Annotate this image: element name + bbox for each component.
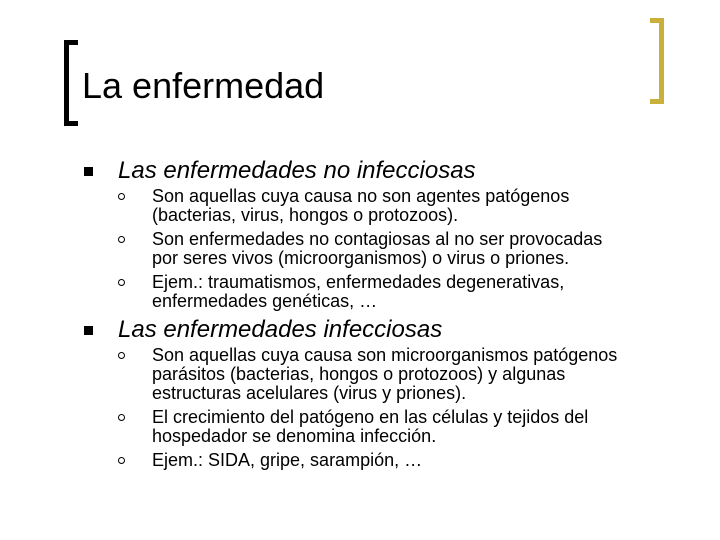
list-item [118, 187, 678, 225]
list-item [118, 451, 678, 470]
list-item-text: El crecimiento del patógeno en las células y tejidos del hospedador se denomina infección. [152, 407, 589, 446]
square-bullet-icon [84, 167, 93, 176]
list-item-text: Ejem.: SIDA, gripe, sarampión, … [152, 450, 423, 470]
circle-bullet-icon [118, 279, 125, 286]
section-heading-text: Las enfermedades infecciosas [118, 316, 443, 343]
list-item-text: Son aquellas cuya causa son microorganismos patógenos parásitos (bacterias, hongos o protozoos) y algunas estructuras acelulares (virus y priones). [152, 345, 618, 403]
list-item [118, 230, 678, 268]
section-heading-text: Las enfermedades no infecciosas [118, 157, 476, 184]
circle-bullet-icon [118, 193, 125, 200]
circle-bullet-icon [118, 457, 125, 464]
square-bullet-icon [84, 326, 93, 335]
list-item-text: Ejem.: traumatismos, enfermedades degenerativas, enfermedades genéticas, … [152, 272, 565, 311]
circle-bullet-icon [118, 414, 125, 421]
list-item [118, 408, 678, 446]
list-item-text: Son enfermedades no contagiosas al no ser provocadas por seres vivos (microorganismos) o virus o priones. [152, 229, 603, 268]
circle-bullet-icon [118, 352, 125, 359]
circle-bullet-icon [118, 236, 125, 243]
list-item [118, 346, 678, 403]
slide-title: La enfermedad [82, 65, 325, 106]
list-item [118, 273, 678, 311]
left-bracket-decoration [64, 40, 78, 126]
list-item-text: Son aquellas cuya causa no son agentes patógenos (bacterias, virus, hongos o protozoos). [152, 186, 570, 225]
right-bracket-decoration [650, 18, 664, 104]
